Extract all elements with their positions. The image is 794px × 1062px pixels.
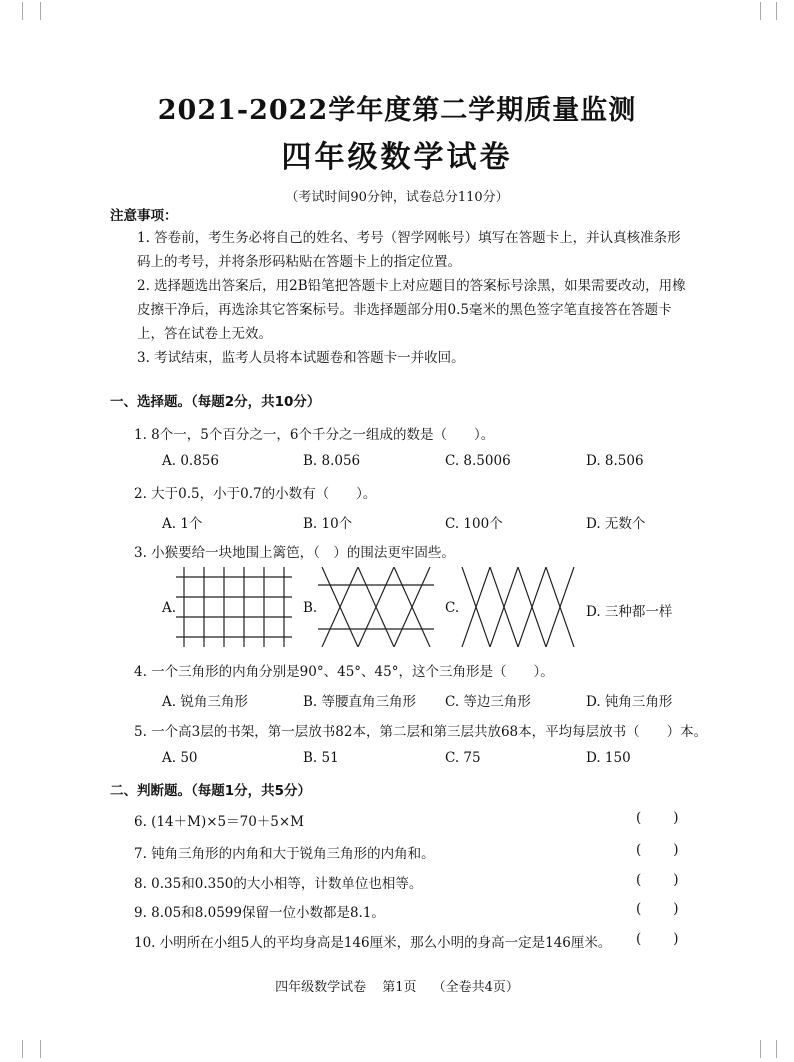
crop-mark-icon <box>22 2 40 20</box>
answer-blank: ( ) <box>636 810 679 826</box>
exam-info: （考试时间90分钟，试卷总分110分） <box>285 190 509 205</box>
question-4: 4. 一个三角形的内角分别是90°、45°、45°，这个三角形是（ ）。 <box>134 664 554 680</box>
crop-mark-icon <box>776 2 794 20</box>
option-3c: C. <box>445 600 460 616</box>
fence-diagonal-figure <box>318 567 434 647</box>
question-5: 5. 一个高3层的书架，第一层放书82本，第二层和第三层共放68本，平均每层放书（ ）本。 <box>134 724 708 740</box>
option-2c: C. 100个 <box>445 516 503 532</box>
answer-blank: ( ) <box>636 931 679 947</box>
notice-item: 2. 选择题选出答案后，用2B铅笔把答题卡上对应题目的答案标号涂黑，如果需要改动，用橡皮擦干净后，再选涂其它答案标号。非选择题部分用0.5毫米的黑色签字笔直接答在答题卡上，答在试卷上无效。 <box>137 278 686 342</box>
option-4c: C. 等边三角形 <box>445 694 531 710</box>
crop-mark-icon <box>40 2 58 20</box>
answer-blank: ( ) <box>636 842 679 858</box>
answer-blank: ( ) <box>636 901 679 917</box>
option-4d: D. 钝角三角形 <box>586 694 673 710</box>
exam-title: 2021-2022学年度第二学期质量监测 <box>157 95 637 126</box>
option-5a: A. 50 <box>162 750 198 766</box>
exam-subtitle: 四年级数学试卷 <box>281 140 513 175</box>
answer-blank: ( ) <box>636 872 679 888</box>
option-2d: D. 无数个 <box>586 516 646 532</box>
question-6: 6. (14＋M)×5＝70＋5×M <box>134 814 305 830</box>
question-7: 7. 钝角三角形的内角和大于锐角三角形的内角和。 <box>134 846 435 862</box>
fence-crossed-figure <box>460 567 576 647</box>
section-heading-judgment: 二、判断题。（每题1分，共5分） <box>110 783 312 799</box>
footer-total-pages: （全卷共4页） <box>432 980 519 995</box>
option-1a: A. 0.856 <box>162 453 219 469</box>
notice-item: 1. 答卷前，考生务必将自己的姓名、考号（智学网帐号）填写在答题卡上，并认真核准条形码上的考号，并将条形码粘贴在答题卡上的指定位置。 <box>137 230 681 270</box>
crop-mark-icon <box>776 1040 794 1058</box>
question-8: 8. 0.35和0.350的大小相等，计数单位也相等。 <box>134 876 423 892</box>
option-1b: B. 8.056 <box>303 453 361 469</box>
option-5d: D. 150 <box>586 750 631 766</box>
option-1c: C. 8.5006 <box>445 453 511 469</box>
fence-grid-figure <box>176 567 292 647</box>
question-9: 9. 8.05和8.0599保留一位小数都是8.1。 <box>134 905 385 921</box>
option-3a: A. <box>162 600 177 616</box>
footer-exam-name: 四年级数学试卷 <box>275 980 367 995</box>
section-heading-choice: 一、选择题。（每题2分，共10分） <box>110 394 321 410</box>
question-1: 1. 8个一，5个百分之一，6个千分之一组成的数是（ ）。 <box>134 427 495 443</box>
option-3d: D. 三种都一样 <box>586 604 673 620</box>
notice-item: 3. 考试结束，监考人员将本试题卷和答题卡一并收回。 <box>137 350 465 366</box>
question-2: 2. 大于0.5，小于0.7的小数有（ ）。 <box>134 486 377 502</box>
page-footer <box>0 976 794 995</box>
question-10: 10. 小明所在小组5人的平均身高是146厘米，那么小明的身高一定是146厘米。 <box>134 935 612 951</box>
option-3b: B. <box>303 600 318 616</box>
option-5b: B. 51 <box>303 750 339 766</box>
option-2a: A. 1个 <box>162 516 203 532</box>
option-5c: C. 75 <box>445 750 481 766</box>
crop-mark-icon <box>40 1040 58 1058</box>
option-4b: B. 等腰直角三角形 <box>303 694 417 710</box>
notice-heading: 注意事项： <box>110 208 178 224</box>
crop-mark-icon <box>22 1040 40 1058</box>
question-3: 3. 小猴要给一块地围上篱笆，（ ）的围法更牢固些。 <box>134 545 455 561</box>
option-4a: A. 锐角三角形 <box>162 694 248 710</box>
option-1d: D. 8.506 <box>586 453 644 469</box>
option-2b: B. 10个 <box>303 516 353 532</box>
footer-page-number: 第1页 <box>382 980 417 995</box>
